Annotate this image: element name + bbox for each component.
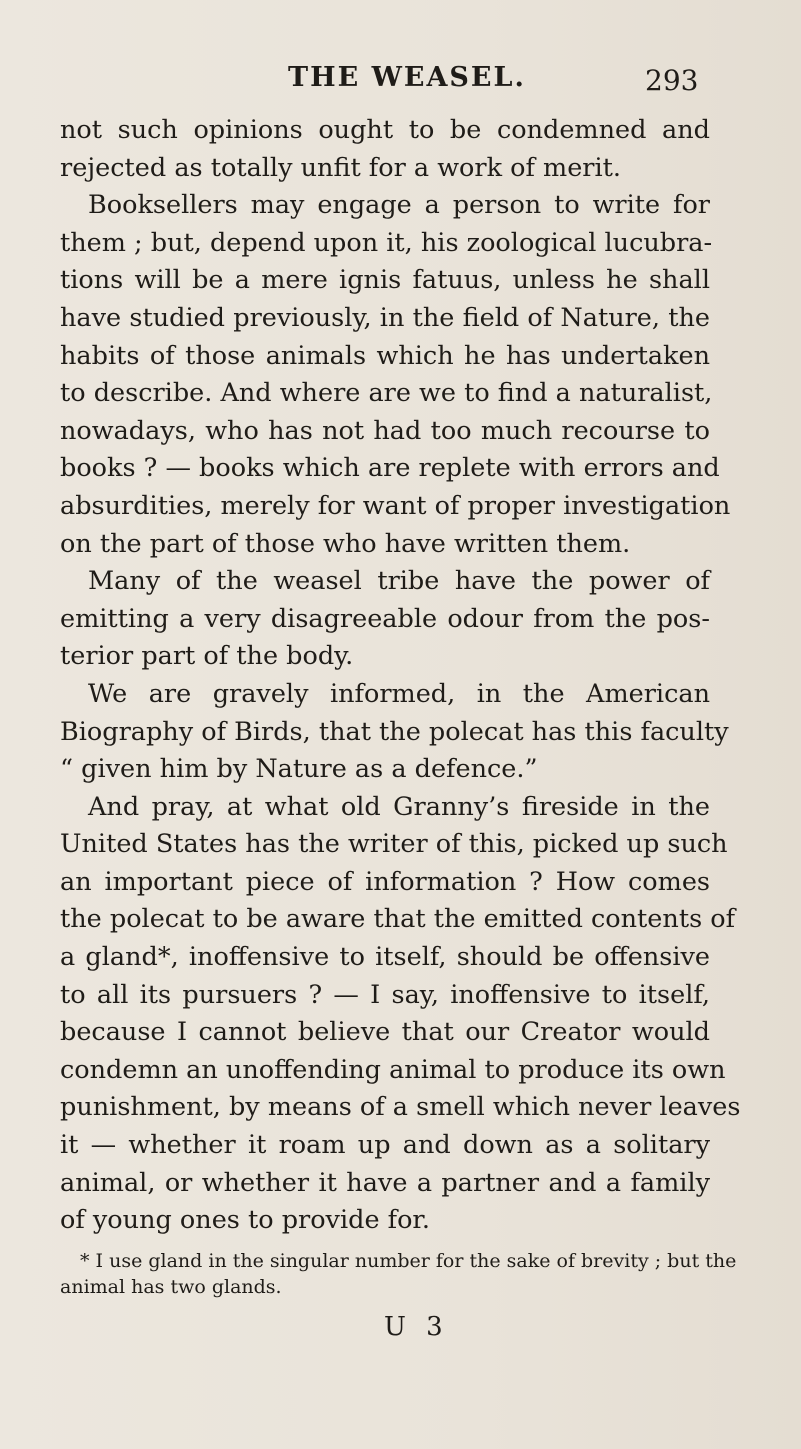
- text-line: And pray, at what old Granny’s fireside in the: [88, 791, 710, 822]
- page-header: [0, 62, 801, 102]
- text-line: not such opinions ought to be condemned and: [60, 115, 710, 145]
- footnote: [60, 1248, 737, 1300]
- text-line: emitting a very disagreeable odour from the pos-: [60, 603, 710, 634]
- text-line: Booksellers may engage a person to write for: [88, 190, 710, 221]
- text-line: punishment, by means of a smell which never leaves: [60, 1092, 741, 1123]
- text-line: tions will be a mere ignis fatuus, unless he shall: [60, 265, 710, 296]
- footnote-line: * I use gland in the singular number for the sake of brevity ; but the: [80, 1250, 737, 1272]
- text-line: an important piece of information ? How comes: [60, 866, 710, 897]
- text-line: Biography of Birds, that the polecat has this faculty: [60, 716, 729, 747]
- running-head: THE WEASEL.: [288, 62, 526, 93]
- text-line: condemn an unoffending animal to produce its own: [60, 1054, 726, 1085]
- text-line: rejected as totally unfit for a work of merit.: [60, 152, 621, 183]
- footnote-line: animal has two glands.: [60, 1276, 282, 1298]
- text-line: Many of the weasel tribe have the power of: [88, 566, 710, 597]
- text-line: books ? — books which are replete with errors and: [60, 453, 720, 484]
- text-line: have studied previously, in the field of Nature, the: [60, 302, 710, 333]
- text-line: nowadays, who has not had too much recourse to: [60, 415, 710, 446]
- text-line: absurdities, merely for want of proper investigation: [60, 490, 731, 521]
- text-line: because I cannot believe that our Creator would: [60, 1017, 710, 1048]
- text-line: “ given him by Nature as a defence.”: [60, 754, 538, 785]
- text-line: terior part of the body.: [60, 641, 354, 672]
- text-line: a gland*, inoffensive to itself, should be offensive: [60, 942, 710, 973]
- text-line: United States has the writer of this, picked up such: [60, 829, 728, 860]
- text-line: it — whether it roam up and down as a solitary: [60, 1130, 710, 1161]
- text-line: to all its pursuers ? — I say, inoffensive to itself,: [60, 979, 710, 1010]
- text-line: habits of those animals which he has undertaken: [60, 340, 710, 371]
- body-text: [60, 112, 741, 1240]
- page-number: 293: [645, 64, 699, 97]
- text-line: We are gravely informed, in the American: [88, 678, 710, 709]
- signature-mark: U 3: [384, 1312, 449, 1342]
- text-line: of young ones to provide for.: [60, 1205, 430, 1236]
- text-line: the polecat to be aware that the emitted contents of: [60, 904, 736, 935]
- text-line: them ; but, depend upon it, his zoological lucubra-: [60, 227, 713, 258]
- text-line: on the part of those who have written them.: [60, 528, 631, 559]
- text-line: animal, or whether it have a partner and a family: [60, 1167, 710, 1198]
- text-line: to describe. And where are we to find a naturalist,: [60, 378, 713, 409]
